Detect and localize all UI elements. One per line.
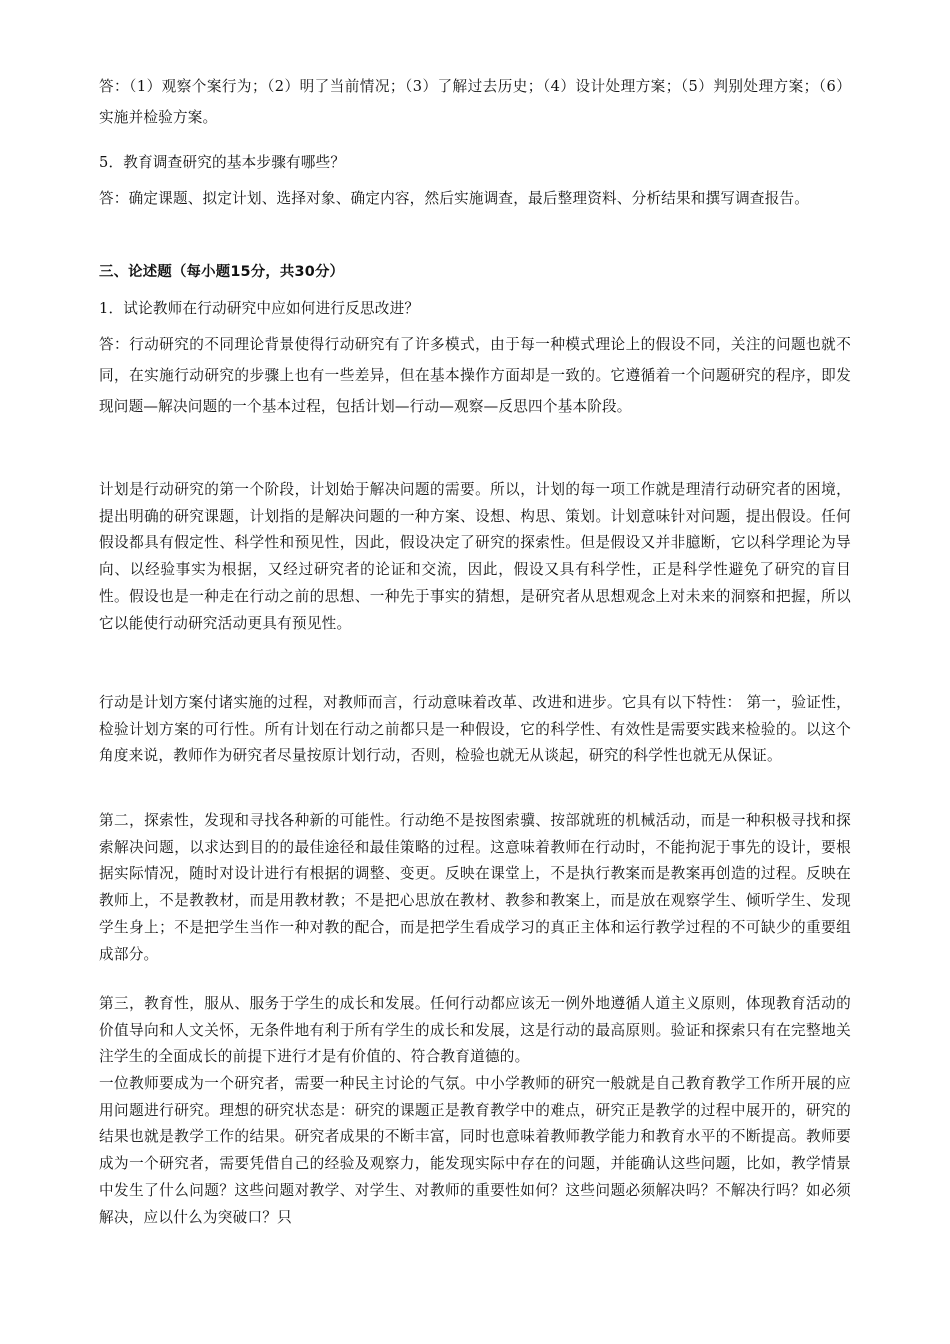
answer-q4: 答：（1）观察个案行为；（2）明了当前情况；（3）了解过去历史；（4）设计处理方案；（5）判别处理方案；（6）实施并检验方案。 — [99, 78, 851, 126]
essay-answer-intro: 答：行动研究的不同理论背景使得行动研究有了许多模式，由于每一种模式理论上的假设不同，关注的问题也就不同，在实施行动研究的步骤上也有一些差异，但在基本操作方面却是一致的。它遵循着一个问题研究的程序，即发现问题—解决问题的一个基本过程，包括计划—行动—观察—反思四个基本阶段。 — [99, 336, 851, 415]
paragraph-action: 行动是计划方案付诸实施的过程，对教师而言，行动意味着改革、改进和进步。它具有以下特性： 第一，验证性，检验计划方案的可行性。所有计划在行动之前都只是一种假设，它的科学性、有效性是需要实践来检验的。以这个角度来说，教师作为研究者尽量按原计划行动，否则，检验也就无从谈起，研究的科学性也就无从保证。 — [99, 694, 851, 765]
answer-q5: 答：确定课题、拟定计划、选择对象、确定内容，然后实施调查，最后整理资料、分析结果和撰写调查报告。 — [99, 190, 810, 207]
paragraph-second: 第二，探索性，发现和寻找各种新的可能性。行动绝不是按图索骥、按部就班的机械活动，而是一种积极寻找和探索解决问题，以求达到目的的最佳途径和最佳策略的过程。这意味着教师在行动时，不能拘泥于事先的设计，要根据实际情况，随时对设计进行有根据的调整、变更。反映在课堂上，不是执行教案而是教案再创造的过程。反映在教师上，不是教教材，而是用教材教；不是把心思放在教材、教参和教案上，而是放在观察学生、倾听学生、发现学生身上；不是把学生当作一种对教的配合，而是把学生看成学习的真正主体和运行教学过程的不可缺少的重要组成部分。 — [99, 812, 851, 963]
paragraph-plan: 计划是行动研究的第一个阶段，计划始于解决问题的需要。所以，计划的每一项工作就是理清行动研究者的困境，提出明确的研究课题，计划指的是解决问题的一种方案、设想、构思、策划。计划意味针对问题，提出假设。任何假设都具有假定性、科学性和预见性，因此，假设决定了研究的探索性。但是假设又并非臆断，它以科学理论为导向、以经验事实为根据，又经过研究者的论证和交流，因此，假设又具有科学性，正是科学性避免了研究的盲目性。假设也是一种走在行动之前的思想、一种先于事实的猜想，是研究者从思想观念上对未来的洞察和把握，所以它以能使行动研究活动更具有预见性。 — [99, 481, 851, 632]
paragraph-third: 第三，教育性，服从、服务于学生的成长和发展。任何行动都应该无一例外地遵循人道主义原则，体现教育活动的价值导向和人文关怀，无条件地有利于所有学生的成长和发展，这是行动的最高原则。验证和探索只有在完整地关注学生的全面成长的前提下进行才是有价值的、符合教育道德的。 — [99, 995, 851, 1066]
question-5: 5．教育调查研究的基本步骤有哪些？ — [99, 154, 346, 171]
section-3-heading: 三、论述题（每小题15分，共30分） — [99, 264, 345, 280]
paragraph-teacher: 一位教师要成为一个研究者，需要一种民主讨论的气氛。中小学教师的研究一般就是自己教育教学工作所开展的应用问题进行研究。理想的研究状态是：研究的课题正是教育教学中的难点，研究正是教学的过程中展开的，研究的结果也就是教学工作的结果。研究者成果的不断丰富，同时也意味着教师教学能力和教育水平的不断提高。教师要成为一个研究者，需要凭借自己的经验及观察力，能发现实际中存在的问题，并能确认这些问题，比如，教学情景中发生了什么问题？这些问题对教学、对学生、对教师的重要性如何？这些问题必须解决吗？不解决行吗？如必须解决，应以什么为突破口？只 — [99, 1075, 851, 1226]
essay-question-1: 1．试论教师在行动研究中应如何进行反思改进？ — [99, 300, 420, 317]
